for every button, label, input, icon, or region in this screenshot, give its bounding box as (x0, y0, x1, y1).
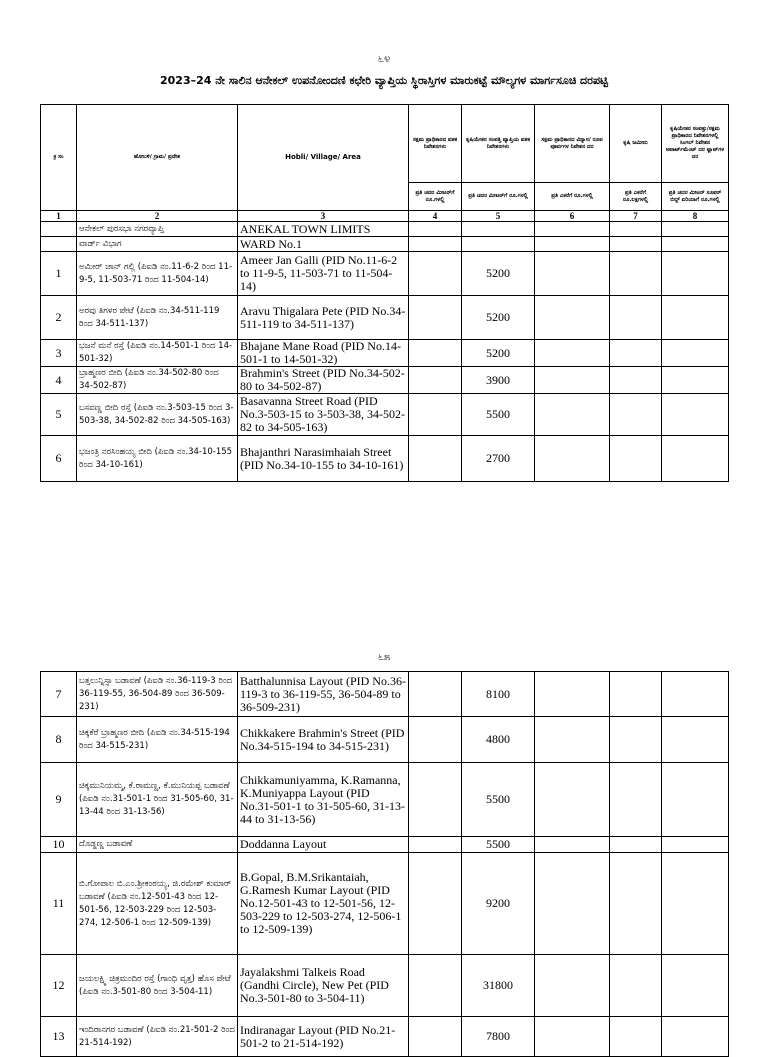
area-name-kn: ಚಿಕ್ಕಮುನಿಯಮ್ಮ, ಕೆ.ರಾಮಣ್ಣ, ಕೆ.ಮುನಿಯಪ್ಪ ಬಡಾವಣೆ (ಪಿಐಡಿ ನಂ.31-501-1 ರಿಂದ 31-505-60, 31-13-44 ರಿಂದ 31-13-56) (77, 763, 238, 837)
rate-cell: 7800 (462, 1017, 535, 1057)
empty-cell (662, 394, 729, 436)
rate-cell: 31800 (462, 955, 535, 1017)
empty-cell (535, 1017, 610, 1057)
column-number: 2 (77, 211, 238, 222)
area-name-en: Chikkamuniyamma, K.Ramanna, K.Muniyappa Layout (PID No.31-501-1 to 31-505-60, 31-13-44 to 31-13-56) (238, 763, 409, 837)
area-name-en: Chikkakere Brahmin's Street (PID No.34-515-194 to 34-515-231) (238, 717, 409, 763)
table-row (41, 955, 729, 1017)
table-row (41, 367, 729, 394)
table-row (41, 252, 729, 296)
rate-cell: 4800 (462, 717, 535, 763)
section-row-town (41, 222, 729, 237)
empty-cell (610, 763, 662, 837)
empty-cell (610, 436, 662, 482)
area-name-en: Brahmin's Street (PID No.34-502-80 to 34-502-87) (238, 367, 409, 394)
area-name-kn: ಬ್ರಾಹ್ಮಣರ ಬೀದಿ (ಪಿಐಡಿ ನಂ.34-502-80 ರಿಂದ 34-502-87) (77, 367, 238, 394)
rate-cell: 5500 (462, 763, 535, 837)
empty-cell (535, 717, 610, 763)
table-row (41, 717, 729, 763)
guidance-value-table-continued (40, 671, 729, 1057)
empty-cell (409, 763, 462, 837)
empty-cell (409, 853, 462, 955)
sl-no-cell: 4 (41, 367, 77, 394)
page-number: ೬೪ (377, 52, 391, 65)
header-col8: ಕೃಷಿಯೇತರ ಸಂಪತ್ತು/ಸಕ್ಷಮ ಪ್ರಾಧಿಕಾರದ ನಿವೇಶನಗಳಲ್ಲಿ ಸಿಂಗಲ್ ನಿವೇಶನ ಅಪಾರ್ಟ್‌ಮೆಂಟ್ ದರ ಫ್ಲಾಟ್‌ಗಳ ದರ (662, 105, 729, 183)
empty-cell (662, 367, 729, 394)
table-row (41, 853, 729, 955)
header-col4: ಸಕ್ಷಮ ಪ್ರಾಧಿಕಾರದ ವಶಕ ನಿವೇಶನಗಳು (409, 105, 462, 183)
page-number-2: ೬೫ (377, 650, 391, 663)
sl-no-cell: 11 (41, 853, 77, 955)
header-col7-unit: ಪ್ರತಿ ಎಕರೆಗೆ ರೂ.ಲಕ್ಷಗಳಲ್ಲಿ (610, 183, 662, 211)
empty-cell (610, 296, 662, 340)
rate-cell: 8100 (462, 672, 535, 717)
town-limits-en: ANEKAL TOWN LIMITS (238, 222, 409, 237)
guidance-value-table (40, 104, 729, 482)
area-name-kn: ಅಮೀರ್ ಜಾನ್ ಗಲ್ಲಿ (ಪಿಐಡಿ ನಂ.11-6-2 ರಿಂದ 11-9-5, 11-503-71 ರಿಂದ 11-504-14) (77, 252, 238, 296)
area-name-kn: ದೊಡ್ಡಣ್ಣ ಬಡಾವಣೆ (77, 837, 238, 853)
rows-body (41, 252, 729, 482)
header-col6: ಸಕ್ಷಮ ಪ್ರಾಧಿಕಾರದ ವಿನ್ಯಾಸ/ ರೂಪ ಪೂರ್ವಗಳ ನಿವೇಶನ ದರ (535, 105, 610, 183)
empty-cell (409, 837, 462, 853)
empty-cell (610, 340, 662, 367)
empty-cell (662, 717, 729, 763)
sl-no-cell: 12 (41, 955, 77, 1017)
empty-cell (662, 340, 729, 367)
table-row (41, 340, 729, 367)
header-sl-no: ಕ್ರ ಸಂ (41, 105, 77, 211)
sl-no-cell: 2 (41, 296, 77, 340)
ward-en: WARD No.1 (238, 237, 409, 252)
empty-cell (535, 853, 610, 955)
empty-cell (610, 672, 662, 717)
area-name-kn: ಭಜಂತ್ರಿ ನರಸಿಂಹಯ್ಯ ಬೀದಿ (ಪಿಐಡಿ ನಂ.34-10-155 ರಿಂದ 34-10-161) (77, 436, 238, 482)
column-number: 5 (462, 211, 535, 222)
sl-no-cell: 5 (41, 394, 77, 436)
area-name-en: Bhajanthri Narasimhaiah Street (PID No.34-10-155 to 34-10-161) (238, 436, 409, 482)
column-number: 6 (535, 211, 610, 222)
empty-cell (662, 763, 729, 837)
table-row (41, 672, 729, 717)
empty-cell (535, 672, 610, 717)
sl-no-cell: 10 (41, 837, 77, 853)
rate-cell: 3900 (462, 367, 535, 394)
town-limits-kn: ಆನೇಕಲ್ ಪುರಸಭಾ ನಗರವ್ಯಾಪ್ತಿ (77, 222, 238, 237)
area-name-en: Bhajane Mane Road (PID No.14-501-1 to 14-501-32) (238, 340, 409, 367)
sl-no-cell: 3 (41, 340, 77, 367)
ward-kn: ವಾರ್ಡ್ ವಿಭಾಗ (77, 237, 238, 252)
sl-no-cell: 6 (41, 436, 77, 482)
empty-cell (409, 367, 462, 394)
empty-cell (535, 252, 610, 296)
empty-cell (409, 394, 462, 436)
area-name-kn: ಬಿ.ಗೋಪಾಲ ಬಿ.ಎಂ.ಶ್ರೀಕಂಠಯ್ಯ, ಜಿ.ರಮೇಶ್ ಕುಮಾರ್ ಬಡಾವಣೆ (ಪಿಐಡಿ ನಂ.12-501-43 ರಿಂದ 12-501-56, 12-503-229 ರಿಂದ 12-503-274, 12-506-1 ರಿಂದ 12-509-139) (77, 853, 238, 955)
area-name-kn: ಬತ್ತಲುನ್ನಿಸ್ಸಾ ಬಡಾವಣೆ (ಪಿಐಡಿ ನಂ.36-119-3 ರಿಂದ 36-119-55, 36-504-89 ರಿಂದ 36-509-231) (77, 672, 238, 717)
area-name-en: Batthalunnisa Layout (PID No.36-119-3 to 36-119-55, 36-504-89 to 36-509-231) (238, 672, 409, 717)
empty-cell (610, 955, 662, 1017)
table-row (41, 837, 729, 853)
header-hobli-en: Hobli/ Village/ Area (238, 105, 409, 211)
column-number: 4 (409, 211, 462, 222)
empty-cell (409, 1017, 462, 1057)
empty-cell (610, 853, 662, 955)
header-col6-unit: ಪ್ರತಿ ಎಕರೆಗೆ ರೂ.ಗಳಲ್ಲಿ (535, 183, 610, 211)
table-row (41, 763, 729, 837)
table-row (41, 436, 729, 482)
header-col5: ಕೃಷಿಯೇತರ ಸಂಪತ್ತಿ ವ್ಯಾಪ್ತಿಯ ವಶಕ ನಿವೇಶನಗಳು (462, 105, 535, 183)
empty-cell (662, 252, 729, 296)
section-row-ward (41, 237, 729, 252)
area-name-kn: ಇಂದಿರಾನಗರ ಬಡಾವಣೆ (ಪಿಐಡಿ ನಂ.21-501-2 ರಿಂದ 21-514-192) (77, 1017, 238, 1057)
area-name-en: Basavanna Street Road (PID No.3-503-15 to 3-503-38, 34-502-82 to 34-505-163) (238, 394, 409, 436)
empty-cell (610, 394, 662, 436)
empty-cell (409, 955, 462, 1017)
empty-cell (662, 837, 729, 853)
area-name-kn: ಜಯಲಕ್ಷ್ಮಿ ಚಿತ್ರಮಂದಿರ ರಸ್ತೆ (ಗಾಂಧಿ ವೃತ್ತ) ಹೊಸ ಪೇಟೆ (ಪಿಐಡಿ ನಂ.3-501-80 ರಿಂದ 3-504-11) (77, 955, 238, 1017)
empty-cell (662, 672, 729, 717)
rate-cell: 5500 (462, 837, 535, 853)
table-row (41, 1017, 729, 1057)
empty-cell (535, 394, 610, 436)
empty-cell (535, 955, 610, 1017)
empty-cell (610, 252, 662, 296)
empty-cell (662, 853, 729, 955)
rate-cell: 5200 (462, 340, 535, 367)
rows-body-continued (41, 672, 729, 1057)
area-name-en: Doddanna Layout (238, 837, 409, 853)
header-col8-unit: ಪ್ರತಿ ಚದರ ಮೀಟರ್ ಸೂಪರ್ ಬಿಲ್ಟ್ ಏರಿಯಾಗೆ ರೂ.ಗಳಲ್ಲಿ (662, 183, 729, 211)
sl-no-cell: 7 (41, 672, 77, 717)
area-name-en: Jayalakshmi Talkeis Road (Gandhi Circle), New Pet (PID No.3-501-80 to 3-504-11) (238, 955, 409, 1017)
empty-cell (535, 763, 610, 837)
empty-cell (409, 340, 462, 367)
header-col5-unit: ಪ್ರತಿ ಚದರ ಮೀಟರ್‌ಗೆ ರೂ.ಗಳಲ್ಲಿ (462, 183, 535, 211)
rate-cell: 5200 (462, 296, 535, 340)
document-title: 2023–24 ನೇ ಸಾಲಿನ ಆನೇಕಲ್ ಉಪನೋಂದಣಿ ಕಛೇರಿ ವ್ಯಾಪ್ತಿಯ ಸ್ಥಿರಾಸ್ತಿಗಳ ಮಾರುಕಟ್ಟೆ ಮೌಲ್ಯಗಳ ಮಾರ್ಗಸೂಚಿ ದರಪಟ್ಟಿ (160, 74, 608, 87)
empty-cell (610, 367, 662, 394)
rate-cell: 9200 (462, 853, 535, 955)
column-number: 3 (238, 211, 409, 222)
column-number: 8 (662, 211, 729, 222)
area-name-kn: ಚಿಕ್ಕಕೆರೆ ಬ್ರಾಹ್ಮಣರ ಬೀದಿ (ಪಿಐಡಿ ನಂ.34-515-194 ರಿಂದ 34-515-231) (77, 717, 238, 763)
area-name-en: B.Gopal, B.M.Srikantaiah, G.Ramesh Kumar Layout (PID No.12-501-43 to 12-501-56, 12-503-229 to 12-503-274, 12-506-1 to 12-509-139) (238, 853, 409, 955)
column-number: 7 (610, 211, 662, 222)
empty-cell (610, 1017, 662, 1057)
area-name-kn: ಭಜನೆ ಮನೆ ರಸ್ತೆ (ಪಿಐಡಿ ನಂ.14-501-1 ರಿಂದ 14-501-32) (77, 340, 238, 367)
empty-cell (409, 672, 462, 717)
empty-cell (610, 717, 662, 763)
empty-cell (409, 252, 462, 296)
empty-cell (535, 340, 610, 367)
sl-no-cell: 9 (41, 763, 77, 837)
header-col7: ಕೃಷಿ ಜಮೀನು (610, 105, 662, 183)
empty-cell (535, 367, 610, 394)
empty-cell (409, 296, 462, 340)
area-name-en: Ameer Jan Galli (PID No.11-6-2 to 11-9-5, 11-503-71 to 11-504-14) (238, 252, 409, 296)
rate-cell: 2700 (462, 436, 535, 482)
area-name-kn: ಅರವು ತಿಗಳರ ಪೇಟೆ (ಪಿಐಡಿ ನಂ.34-511-119 ರಿಂದ 34-511-137) (77, 296, 238, 340)
empty-cell (535, 837, 610, 853)
empty-cell (610, 837, 662, 853)
empty-cell (409, 717, 462, 763)
sl-no-cell: 1 (41, 252, 77, 296)
rate-cell: 5200 (462, 252, 535, 296)
table-row (41, 394, 729, 436)
header-hobli-kn: ಹೋಬಳಿ/ ಗ್ರಾಮ/ ಪ್ರದೇಶ (77, 105, 238, 211)
sl-no-cell: 8 (41, 717, 77, 763)
sl-no-cell: 13 (41, 1017, 77, 1057)
column-number: 1 (41, 211, 77, 222)
header-col4-unit: ಪ್ರತಿ ಚದರ ಮೀಟರ್‌ಗೆ ರೂ.ಗಳಲ್ಲಿ (409, 183, 462, 211)
empty-cell (662, 296, 729, 340)
area-name-en: Aravu Thigalara Pete (PID No.34-511-119 to 34-511-137) (238, 296, 409, 340)
empty-cell (409, 436, 462, 482)
table-row (41, 296, 729, 340)
empty-cell (662, 1017, 729, 1057)
area-name-kn: ಬಸವಣ್ಣ ಬೀದಿ ರಸ್ತೆ (ಪಿಐಡಿ ನಂ.3-503-15 ರಿಂದ 3-503-38, 34-502-82 ರಿಂದ 34-505-163) (77, 394, 238, 436)
area-name-en: Indiranagar Layout (PID No.21-501-2 to 21-514-192) (238, 1017, 409, 1057)
empty-cell (662, 436, 729, 482)
empty-cell (662, 955, 729, 1017)
rate-cell: 5500 (462, 394, 535, 436)
empty-cell (535, 436, 610, 482)
empty-cell (535, 296, 610, 340)
